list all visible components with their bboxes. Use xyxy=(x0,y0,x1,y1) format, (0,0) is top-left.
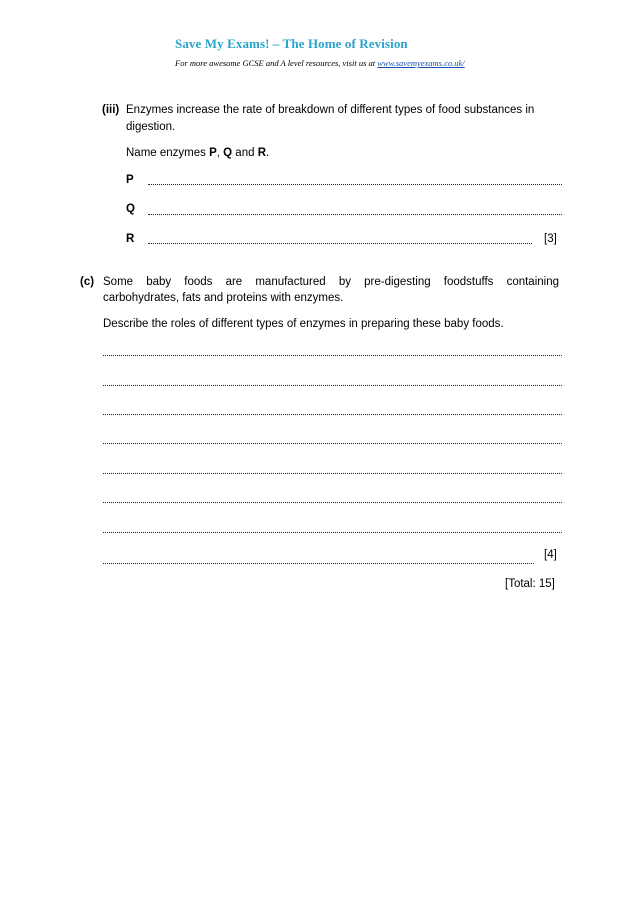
page-header xyxy=(175,36,465,68)
answer-line-c-2[interactable] xyxy=(103,385,562,386)
answer-line-c-5[interactable] xyxy=(103,473,562,474)
question-iii-line1: Enzymes increase the rate of breakdown of different types of food substances in xyxy=(126,104,535,116)
answer-line-q[interactable] xyxy=(148,214,562,215)
instruction-comma: , xyxy=(216,147,224,159)
answer-label-r: R xyxy=(126,233,135,245)
answer-line-c-3[interactable] xyxy=(103,414,562,415)
question-iii-instruction xyxy=(126,145,269,161)
enzyme-q-label: Q xyxy=(223,147,233,159)
question-iii-number: (iii) xyxy=(102,104,120,116)
answer-line-c-4[interactable] xyxy=(103,443,562,444)
marks-iii: [3] xyxy=(544,233,557,245)
total-marks: [Total: 15] xyxy=(505,578,555,590)
answer-line-p[interactable] xyxy=(148,184,562,185)
enzyme-r-label: R xyxy=(257,147,266,159)
brand-title: Save My Exams! – The Home of Revision xyxy=(175,36,408,51)
answer-line-c-7[interactable] xyxy=(103,532,562,533)
question-c-number: (c) xyxy=(80,276,95,288)
marks-c: [4] xyxy=(544,549,557,561)
instruction-period: . xyxy=(266,147,270,159)
question-c-line1: Some baby foods are manufactured by pre-digesting foodstuffs containing xyxy=(103,276,559,288)
question-c-instruction: Describe the roles of different types of enzymes in preparing these baby foods. xyxy=(103,318,504,330)
header-subtitle xyxy=(175,58,465,68)
instruction-text: Name enzymes xyxy=(126,147,210,159)
question-c-line2: carbohydrates, fats and proteins with enzymes. xyxy=(103,292,344,304)
website-link[interactable]: www.savemyexams.co.uk/ xyxy=(377,58,465,68)
instruction-and: and xyxy=(232,147,258,159)
answer-label-p: P xyxy=(126,174,134,186)
answer-label-q: Q xyxy=(126,203,135,215)
enzyme-p-label: P xyxy=(209,147,217,159)
answer-line-c-8[interactable] xyxy=(103,563,534,564)
answer-line-c-6[interactable] xyxy=(103,502,562,503)
question-iii-line2: digestion. xyxy=(126,121,176,133)
answer-line-r[interactable] xyxy=(148,243,532,244)
header-subtitle-text: For more awesome GCSE and A level resources, visit us at xyxy=(175,58,378,68)
answer-line-c-1[interactable] xyxy=(103,355,562,356)
